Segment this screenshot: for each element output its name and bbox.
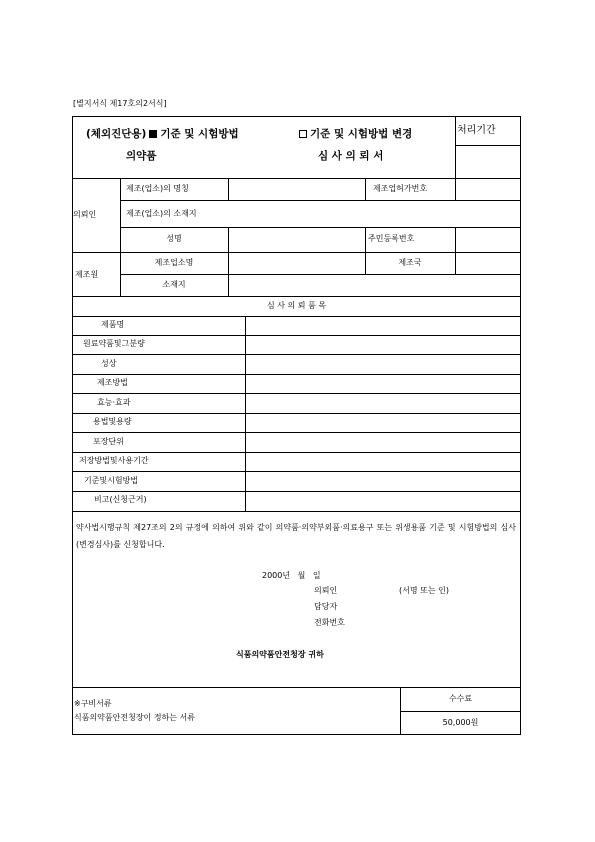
row-divider	[72, 511, 521, 512]
applicant-group-label: 의뢰인	[73, 210, 97, 219]
header-divider	[455, 145, 521, 146]
row-divider	[120, 227, 521, 228]
row-divider	[72, 252, 521, 253]
officer-label: 담당자	[314, 602, 338, 611]
form-number-label: [별지서식 제17호의2서식]	[73, 99, 167, 108]
row-divider	[72, 335, 521, 336]
processing-period-label: 처리기간	[457, 125, 496, 136]
name-label: 성명	[166, 234, 182, 243]
row-divider	[72, 178, 521, 179]
fee-label: 수수료	[448, 694, 473, 703]
title-option-1-sub: 의약품	[126, 150, 157, 162]
header-divider	[455, 116, 456, 178]
item-row-label: 비고(신청근거)	[94, 495, 147, 504]
application-date: 2000년 월 일	[262, 571, 321, 580]
required-documents-title: ※구비서류	[74, 699, 112, 708]
title-prefix: (체외진단용)	[86, 128, 147, 140]
phone-label: 전화번호	[314, 618, 345, 627]
item-row-label: 제조방법	[97, 378, 128, 387]
item-row-label: 효능·효과	[97, 398, 131, 407]
resident-number-label: 주민등록번호	[368, 234, 415, 243]
manufacturer-country-label: 제조국	[398, 258, 422, 267]
license-number-label: 제조업허가번호	[373, 184, 428, 193]
items-section-title: 심 사 의 뢰 품 목	[266, 301, 327, 310]
col-divider	[455, 178, 456, 200]
title-option-2-label: 기준 및 시험방법 변경	[310, 128, 413, 140]
row-divider	[72, 354, 521, 355]
col-divider	[455, 227, 456, 274]
row-divider	[72, 374, 521, 375]
row-divider	[120, 200, 521, 201]
col-divider	[228, 178, 229, 200]
title-option-1-label: 기준 및 시험방법	[160, 128, 239, 140]
manufacturer-address-label: 소재지	[162, 280, 186, 289]
row-divider	[72, 393, 521, 394]
row-divider	[72, 316, 521, 317]
row-divider	[72, 432, 521, 433]
row-divider	[72, 296, 521, 297]
row-divider	[72, 452, 521, 453]
item-row-label: 기준및시험방법	[84, 476, 139, 485]
unchecked-checkbox-icon[interactable]	[299, 130, 307, 138]
title-option-1	[86, 127, 239, 141]
manufacturer-group-label: 제조원	[75, 270, 99, 279]
checked-checkbox-icon[interactable]	[149, 130, 157, 138]
company-name-label: 제조(업소)의 명칭	[126, 184, 189, 193]
form-title: 심 사 의 뢰 서	[318, 150, 384, 162]
item-row-label: 성상	[101, 359, 117, 368]
row-divider	[120, 274, 521, 275]
item-row-label: 저장방법및사용기간	[79, 456, 149, 465]
fee-value: 50,000원	[442, 718, 479, 727]
col-divider	[228, 227, 229, 296]
title-option-2	[296, 127, 412, 141]
signature-label: (서명 또는 인)	[399, 586, 449, 595]
col-divider	[365, 178, 366, 200]
item-row-label: 원료약품및그분량	[83, 339, 145, 348]
row-divider	[72, 471, 521, 472]
company-address-label: 제조(업소)의 소재지	[126, 209, 197, 218]
row-divider	[72, 413, 521, 414]
recipient: 식품의약품안전청장 귀하	[236, 650, 324, 659]
item-row-label: 제품명	[101, 320, 125, 329]
required-documents-text: 식품의약품안전청장이 정하는 서류	[74, 713, 196, 722]
item-row-label: 용법및용량	[93, 417, 132, 426]
item-row-label: 포장단위	[93, 437, 124, 446]
row-divider	[72, 687, 521, 688]
row-divider	[400, 711, 521, 712]
manufacturer-company-label: 제조업소명	[154, 258, 194, 267]
requester-label: 의뢰인	[314, 586, 338, 595]
row-divider	[72, 491, 521, 492]
statement-text: 약사법시행규칙 제27조의 2의 규정에 의하여 위와 같이 의약품·의약부외품·의료용구 또는 위생용품 기준 및 시험방법의 심사(변경심사)를 신청합니다.	[76, 523, 516, 549]
